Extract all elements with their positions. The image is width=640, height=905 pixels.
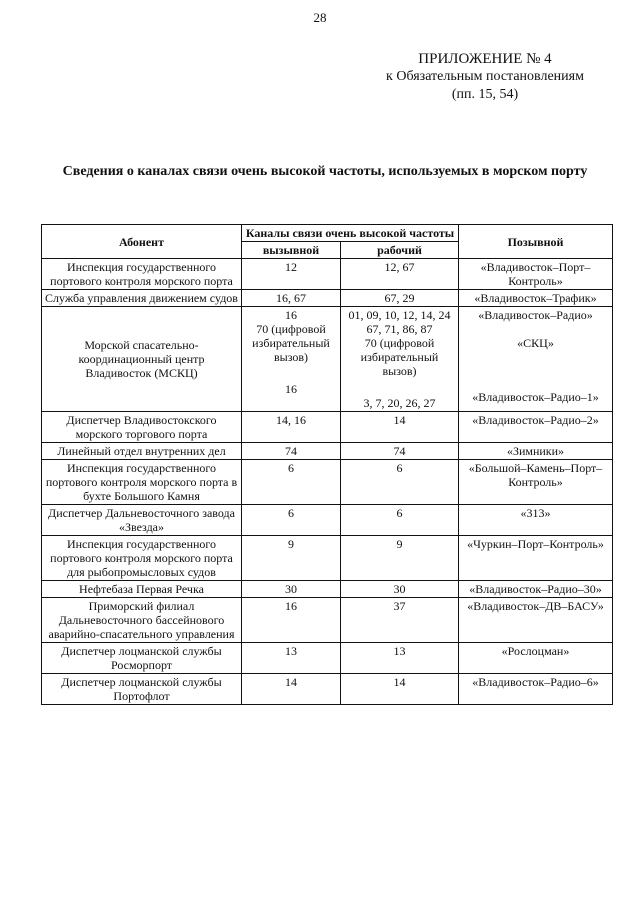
- cell-callsign-second: «СКЦ»: [517, 336, 554, 350]
- table-row: [42, 536, 613, 581]
- cell-working: 30: [341, 581, 459, 598]
- cell-callsign: «Большой–Камень–Порт–Контроль»: [459, 460, 613, 505]
- table-row: [42, 674, 613, 705]
- table-header-row: [42, 225, 613, 242]
- cell-subscriber: Инспекция государственного портового контроля морского порта в бухте Большого Камня: [42, 460, 242, 505]
- header-channels: Каналы связи очень высокой частоты: [242, 225, 459, 242]
- cell-calling: 12: [242, 259, 341, 290]
- table-row: [42, 598, 613, 643]
- table-row: [42, 412, 613, 443]
- cell-calling: 6: [242, 505, 341, 536]
- cell-working: 67, 29: [341, 290, 459, 307]
- cell-subscriber: Служба управления движением судов: [42, 290, 242, 307]
- cell-calling: 30: [242, 581, 341, 598]
- cell-calling-primary: 16: [285, 308, 297, 322]
- cell-calling-note: 70 (цифровой избирательный вызов): [252, 322, 330, 364]
- cell-callsign: «Владивосток–Радио–6»: [459, 674, 613, 705]
- cell-subscriber: Линейный отдел внутренних дел: [42, 443, 242, 460]
- header-calling: вызывной: [242, 242, 341, 259]
- header-subscriber: Абонент: [42, 225, 242, 259]
- cell-callsign: «Рослоцман»: [459, 643, 613, 674]
- cell-callsign: «Владивосток–Порт–Контроль»: [459, 259, 613, 290]
- cell-subscriber: Диспетчер Владивостокского морского торгового порта: [42, 412, 242, 443]
- cell-calling: 14: [242, 674, 341, 705]
- header-callsign: Позывной: [459, 225, 613, 259]
- table-row: [42, 505, 613, 536]
- channels-table: [41, 224, 613, 705]
- cell-calling: 9: [242, 536, 341, 581]
- cell-callsign: «Владивосток–Радио–30»: [459, 581, 613, 598]
- appendix-title: ПРИЛОЖЕНИЕ № 4: [418, 51, 552, 67]
- cell-subscriber: Морской спасательно-координационный центр Владивосток (МСКЦ): [42, 307, 242, 412]
- cell-calling: 13: [242, 643, 341, 674]
- cell-calling-extra: 16: [285, 382, 297, 396]
- table-row: [42, 290, 613, 307]
- cell-calling: 74: [242, 443, 341, 460]
- cell-callsign: «Чуркин–Порт–Контроль»: [459, 536, 613, 581]
- cell-subscriber: Инспекция государственного портового контроля морского порта: [42, 259, 242, 290]
- cell-working-primary: 01, 09, 10, 12, 14, 24 67, 71, 86, 87: [348, 308, 451, 336]
- cell-callsign: «Владивосток–Радио–2»: [459, 412, 613, 443]
- cell-subscriber: Диспетчер лоцманской службы Портофлот: [42, 674, 242, 705]
- cell-callsign: [459, 307, 613, 412]
- page-number: 28: [313, 10, 327, 25]
- cell-subscriber: Диспетчер Дальневосточного завода «Звезда»: [42, 505, 242, 536]
- cell-subscriber: Инспекция государственного портового контроля морского порта для рыбопромысловых судов: [42, 536, 242, 581]
- cell-callsign-third: «Владивосток–Радио–1»: [472, 390, 599, 404]
- cell-working: 14: [341, 674, 459, 705]
- cell-calling: 14, 16: [242, 412, 341, 443]
- table-row: [42, 443, 613, 460]
- cell-subscriber: Диспетчер лоцманской службы Росморпорт: [42, 643, 242, 674]
- cell-callsign: «Владивосток–ДВ–БАСУ»: [459, 598, 613, 643]
- cell-working: 9: [341, 536, 459, 581]
- table-row: [42, 259, 613, 290]
- table-row: [42, 307, 613, 412]
- table-row: [42, 643, 613, 674]
- table-row: [42, 460, 613, 505]
- cell-calling: 16, 67: [242, 290, 341, 307]
- cell-working: 14: [341, 412, 459, 443]
- cell-calling: 6: [242, 460, 341, 505]
- table-row: [42, 581, 613, 598]
- cell-working-extra: 3, 7, 20, 26, 27: [363, 396, 436, 410]
- cell-working: 74: [341, 443, 459, 460]
- appendix-clauses: (пп. 15, 54): [451, 87, 519, 102]
- cell-working: [341, 307, 459, 412]
- cell-calling: [242, 307, 341, 412]
- header-working: рабочий: [341, 242, 459, 259]
- appendix-reference: к Обязательным постановлениям: [386, 69, 584, 84]
- cell-working: 13: [341, 643, 459, 674]
- cell-callsign-primary: «Владивосток–Радио»: [478, 308, 593, 322]
- cell-working: 6: [341, 505, 459, 536]
- document-title: Сведения о каналах связи очень высокой частоты, используемых в морском порту: [62, 164, 588, 179]
- cell-callsign: «Зимники»: [459, 443, 613, 460]
- cell-callsign: «313»: [459, 505, 613, 536]
- cell-calling: 16: [242, 598, 341, 643]
- cell-working: 6: [341, 460, 459, 505]
- cell-subscriber: Нефтебаза Первая Речка: [42, 581, 242, 598]
- cell-subscriber: Приморский филиал Дальневосточного бассейнового аварийно-спасательного управления: [42, 598, 242, 643]
- cell-working-note: 70 (цифровой избирательный вызов): [360, 336, 439, 378]
- cell-callsign: «Владивосток–Трафик»: [459, 290, 613, 307]
- cell-working: 37: [341, 598, 459, 643]
- appendix-header: [340, 50, 630, 104]
- cell-working: 12, 67: [341, 259, 459, 290]
